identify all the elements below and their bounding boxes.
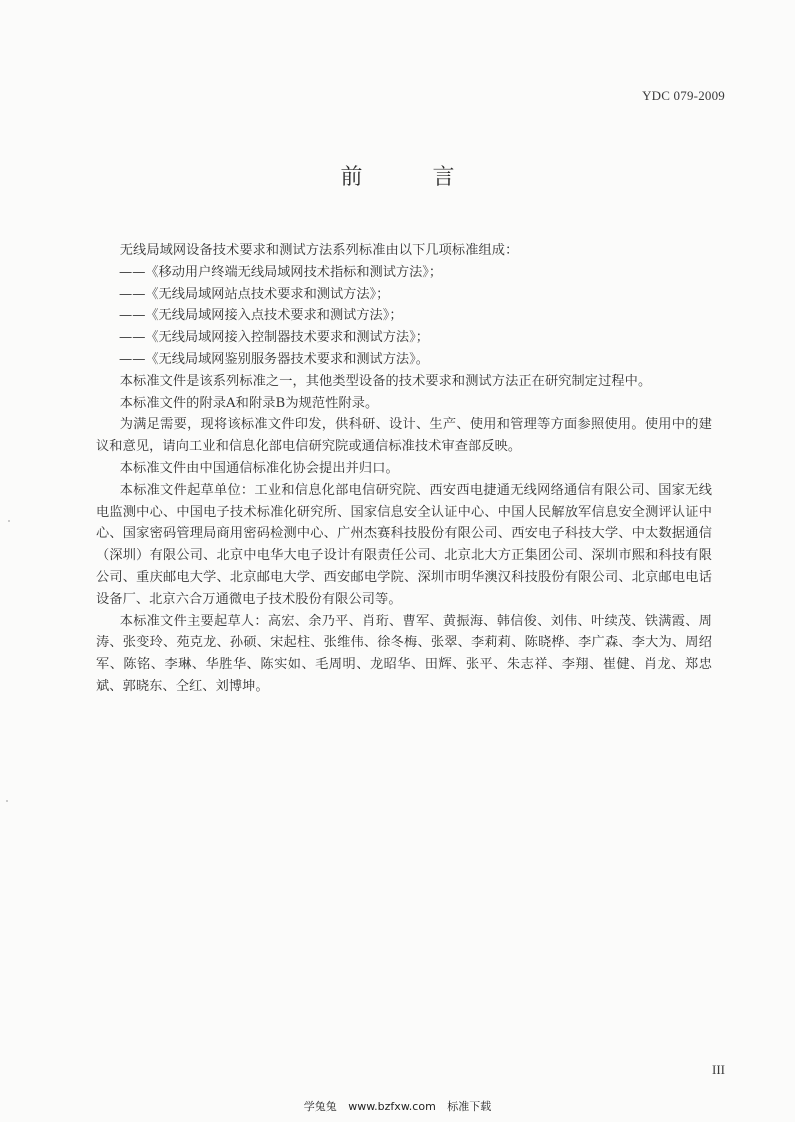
series-note-paragraph: 本标准文件是该系列标准之一，其他类型设备的技术要求和测试方法正在研究制定过程中。 xyxy=(119,373,652,389)
usage-note-paragraph: 为满足需要，现将该标准文件印发，供科研、设计、生产、使用和管理等方面参照使用。使用中的建议和意见，请向工业和信息化部电信研究院或通信标准技术审查部反映。 xyxy=(96,417,712,455)
page-title: 前 言 xyxy=(340,165,479,190)
drafting-units-paragraph: 本标准文件起草单位：工业和信息化部电信研究院、西安西电捷通无线网络通信有限公司、国家无线电监测中心、中国电子技术标准化研究所、国家信息安全认证中心、中国人民解放军信息安全测评认证中心、国家密码管理局商用密码检测中心、广州杰赛科技股份有限公司、西安电子科技大学、中太数据通信（深圳）有限公司、北京中电华大电子设计有限责任公司、北京北大方正集团公司、深圳市熙和科技有限公司、重庆邮电大学、北京邮电大学、西安邮电学院、深圳市明华澳汉科技股份有限公司、北京邮电电话设备厂、北京六合万通微电子技术股份有限公司等。 xyxy=(96,482,712,607)
drafters-paragraph: 本标准文件主要起草人：高宏、余乃平、肖珩、曹军、黄振海、韩信俊、刘伟、叶续茂、铁满霞、周涛、张变玲、苑克龙、孙硕、宋起柱、张维伟、徐冬梅、张翠、李莉莉、陈晓桦、李广森、李大为、周绍军、陈铭、李琳、华胜华、陈实如、毛周明、龙昭华、田辉、张平、朱志祥、李翔、崔健、肖龙、郑忠斌、郭晓东、仝红、刘博坤。 xyxy=(96,613,712,694)
appendix-note-paragraph: 本标准文件的附录A和附录B为规范性附录。 xyxy=(119,395,379,411)
watermark-url-link[interactable]: www.bzfxw.com xyxy=(348,1100,436,1113)
standard-list-item: ——《移动用户终端无线局域网技术指标和测试方法》； xyxy=(119,264,443,280)
foreword-body xyxy=(96,240,712,698)
scan-speck xyxy=(8,520,10,522)
scan-speck xyxy=(6,800,8,802)
watermark-footer[interactable] xyxy=(0,1098,795,1114)
standard-list-item: ——《无线局域网接入控制器技术要求和测试方法》； xyxy=(119,330,429,346)
intro-paragraph: 无线局域网设备技术要求和测试方法系列标准由以下几项标准组成： xyxy=(119,243,519,258)
standard-list-item: ——《无线局域网站点技术要求和测试方法》； xyxy=(119,286,390,302)
page-number: III xyxy=(712,1062,725,1077)
standard-list-item: ——《无线局域网鉴别服务器技术要求和测试方法》。 xyxy=(119,351,429,367)
document-code: YDC 079-2009 xyxy=(642,88,725,103)
watermark-tagline: 标准下载 xyxy=(447,1100,492,1113)
standard-list-item: ——《无线局域网接入点技术要求和测试方法》； xyxy=(119,308,403,324)
watermark-site-name: 学兔兔 xyxy=(303,1100,337,1113)
proposer-paragraph: 本标准文件由中国通信标准化协会提出并归口。 xyxy=(119,460,399,476)
